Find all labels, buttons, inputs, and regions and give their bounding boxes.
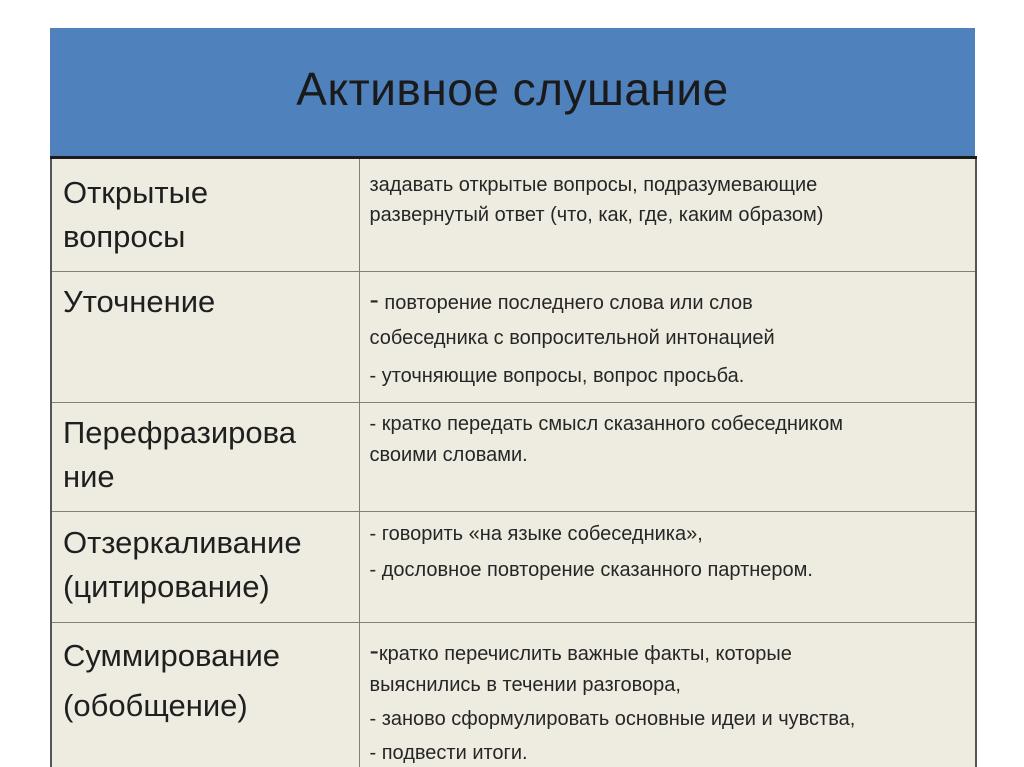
technique-label: Открытые вопросы xyxy=(63,175,209,254)
technique-label: Суммирование (обобщение) xyxy=(63,638,280,723)
description-line: - заново сформулировать основные идеи и чувства, xyxy=(369,708,856,730)
active-listening-table xyxy=(50,156,977,767)
table-row xyxy=(51,272,976,403)
description-line: выяснились в течении разговора, xyxy=(369,674,681,696)
description-cell xyxy=(359,512,976,623)
description-line: -кратко перечислить важные факты, которые xyxy=(369,635,792,666)
description-cell xyxy=(359,272,976,403)
dash-marker: - xyxy=(369,635,379,666)
technique-label: Уточнение xyxy=(63,284,216,319)
description-line: задавать открытые вопросы, подразумевающие xyxy=(369,174,818,196)
dash-marker: - xyxy=(369,284,379,315)
description-cell xyxy=(359,623,976,767)
technique-label: Перефразирова ние xyxy=(63,415,297,494)
description-line: своими словами. xyxy=(369,444,528,466)
technique-label: Отзеркаливание (цитирование) xyxy=(63,525,302,604)
technique-cell xyxy=(51,403,359,512)
description-line: - повторение последнего слова или слов xyxy=(369,284,753,315)
technique-cell xyxy=(51,158,359,272)
table-row xyxy=(51,158,976,272)
table-row xyxy=(51,512,976,623)
technique-cell xyxy=(51,512,359,623)
description-line: - говорить «на языке собеседника», xyxy=(369,523,703,545)
description-line: собеседника с вопросительной интонацией xyxy=(369,327,775,349)
description-line: - кратко передать смысл сказанного собеседником xyxy=(369,413,843,435)
description-cell xyxy=(359,158,976,272)
description-line: - дословное повторение сказанного партнером. xyxy=(369,559,813,581)
technique-cell xyxy=(51,272,359,403)
title-bar xyxy=(50,28,975,156)
technique-cell xyxy=(51,623,359,767)
table-row xyxy=(51,403,976,512)
table-row xyxy=(51,623,976,767)
description-cell xyxy=(359,403,976,512)
description-line: - подвести итоги. xyxy=(369,742,528,764)
description-line: развернутый ответ (что, как, где, каким образом) xyxy=(369,204,824,226)
slide-title: Активное слушание xyxy=(296,63,729,115)
description-line: - уточняющие вопросы, вопрос просьба. xyxy=(369,365,745,387)
